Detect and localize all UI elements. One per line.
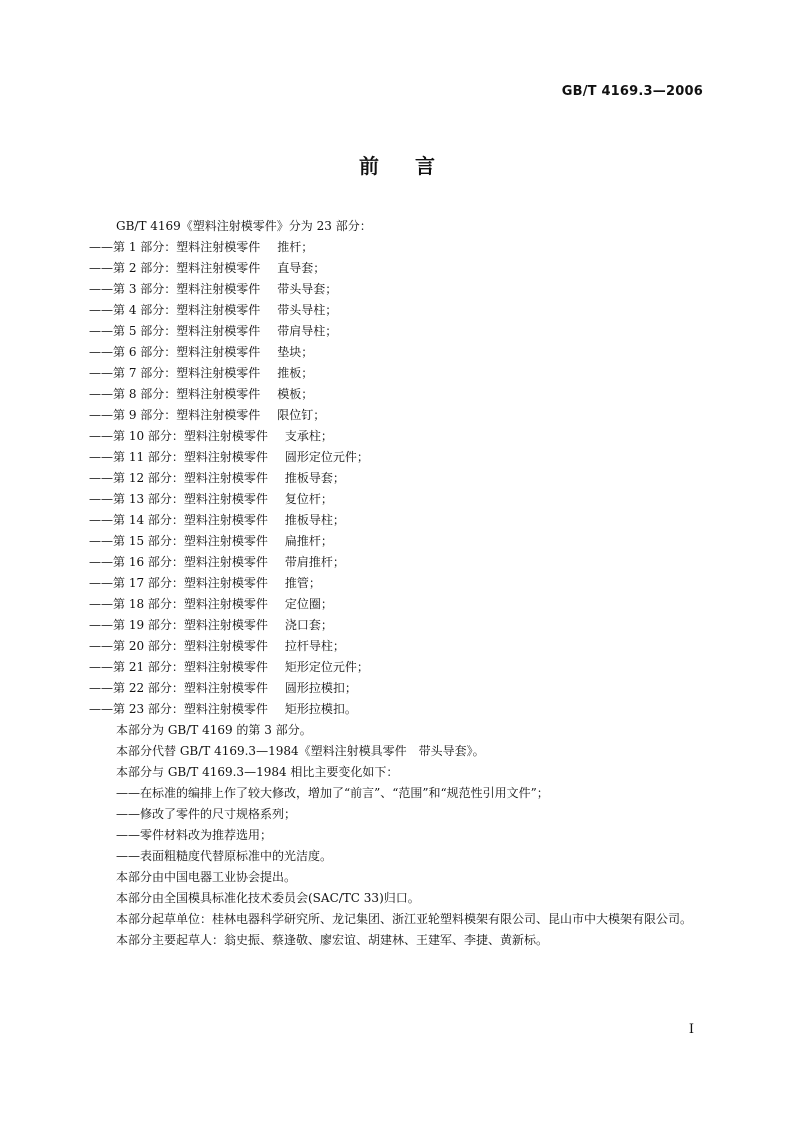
part-name: 推板； xyxy=(277,366,314,380)
part-list-item xyxy=(89,657,703,678)
part-list-item xyxy=(89,237,703,258)
part-list-item xyxy=(89,678,703,699)
part-label: ——第 10 部分：塑料注射模零件 xyxy=(89,429,268,443)
part-name: 支承柱； xyxy=(284,429,333,443)
parts-list xyxy=(89,237,703,720)
part-list-item xyxy=(89,321,703,342)
page-number: I xyxy=(688,1022,694,1037)
part-label: ——第 13 部分：塑料注射模零件 xyxy=(89,492,268,506)
part-name: 推杆； xyxy=(277,240,314,254)
intro-line: GB/T 4169《塑料注射模零件》分为 23 部分： xyxy=(116,219,372,233)
part-label: ——第 17 部分：塑料注射模零件 xyxy=(89,576,268,590)
part-list-item xyxy=(89,615,703,636)
part-list-item xyxy=(89,699,703,720)
part-label: ——第 23 部分：塑料注射模零件 xyxy=(89,702,268,716)
part-list-item xyxy=(89,636,703,657)
part-list-item xyxy=(89,447,703,468)
part-name: 圆形拉模扣； xyxy=(284,681,357,695)
part-list-item xyxy=(89,384,703,405)
change-item: ——在标准的编排上作了较大修改，增加了“前言”、“范围”和“规范性引用文件”； xyxy=(116,786,549,800)
statement-drafters: 本部分主要起草人：翁史振、蔡逢敬、廖宏谊、胡建林、王建军、李捷、黄新标。 xyxy=(116,933,549,947)
statement-part-number: 本部分为 GB/T 4169 的第 3 部分。 xyxy=(116,723,312,737)
statement-drafting-units: 本部分起草单位：桂林电器科学研究所、龙记集团、浙江亚轮塑料模架有限公司、昆山市中大模架有限公司。 xyxy=(116,912,693,926)
part-name: 定位圈； xyxy=(284,597,333,611)
change-item: ——表面粗糙度代替原标准中的光洁度。 xyxy=(116,849,333,863)
part-name: 矩形拉模扣。 xyxy=(284,702,357,716)
part-label: ——第 12 部分：塑料注射模零件 xyxy=(89,471,268,485)
part-label: ——第 6 部分：塑料注射模零件 xyxy=(89,345,261,359)
page-title xyxy=(0,150,794,179)
part-label: ——第 7 部分：塑料注射模零件 xyxy=(89,366,261,380)
part-label: ——第 18 部分：塑料注射模零件 xyxy=(89,597,268,611)
part-label: ——第 4 部分：塑料注射模零件 xyxy=(89,303,261,317)
part-list-item xyxy=(89,552,703,573)
part-name: 扁推杆； xyxy=(284,534,333,548)
part-name: 复位杆； xyxy=(284,492,333,506)
part-label: ——第 1 部分：塑料注射模零件 xyxy=(89,240,261,254)
part-list-item xyxy=(89,258,703,279)
statement-changes-intro: 本部分与 GB/T 4169.3—1984 相比主要变化如下： xyxy=(116,765,399,779)
part-label: ——第 11 部分：塑料注射模零件 xyxy=(89,450,268,464)
part-name: 带头导柱； xyxy=(277,303,338,317)
part-list-item xyxy=(89,468,703,489)
part-name: 带肩导柱； xyxy=(277,324,338,338)
part-name: 带头导套； xyxy=(277,282,338,296)
change-item: ——修改了零件的尺寸规格系列； xyxy=(116,807,297,821)
part-list-item xyxy=(89,279,703,300)
part-name: 拉杆导柱； xyxy=(284,639,345,653)
part-label: ——第 2 部分：塑料注射模零件 xyxy=(89,261,261,275)
part-label: ——第 14 部分：塑料注射模零件 xyxy=(89,513,268,527)
part-name: 直导套； xyxy=(277,261,326,275)
statement-proposer: 本部分由中国电器工业协会提出。 xyxy=(116,870,297,884)
statement-committee: 本部分由全国模具标准化技术委员会(SAC/TC 33)归口。 xyxy=(116,891,420,905)
title-char-2: 言 xyxy=(415,154,435,178)
part-name: 限位钉； xyxy=(277,408,326,422)
part-label: ——第 5 部分：塑料注射模零件 xyxy=(89,324,261,338)
part-list-item xyxy=(89,426,703,447)
part-label: ——第 20 部分：塑料注射模零件 xyxy=(89,639,268,653)
part-list-item xyxy=(89,363,703,384)
statement-replaces: 本部分代替 GB/T 4169.3—1984《塑料注射模具零件 带头导套》。 xyxy=(116,744,485,758)
change-item: ——零件材料改为推荐选用； xyxy=(116,828,273,842)
part-list-item xyxy=(89,405,703,426)
part-name: 推板导柱； xyxy=(284,513,345,527)
part-label: ——第 8 部分：塑料注射模零件 xyxy=(89,387,261,401)
part-list-item xyxy=(89,342,703,363)
part-label: ——第 21 部分：塑料注射模零件 xyxy=(89,660,268,674)
part-name: 浇口套； xyxy=(284,618,333,632)
part-name: 圆形定位元件； xyxy=(284,450,369,464)
part-label: ——第 15 部分：塑料注射模零件 xyxy=(89,534,268,548)
document-body xyxy=(89,216,703,951)
standard-code: GB/T 4169.3—2006 xyxy=(561,84,703,99)
part-name: 矩形定位元件； xyxy=(284,660,369,674)
part-name: 带肩推杆； xyxy=(284,555,345,569)
part-list-item xyxy=(89,300,703,321)
part-label: ——第 3 部分：塑料注射模零件 xyxy=(89,282,261,296)
part-list-item xyxy=(89,594,703,615)
part-list-item xyxy=(89,573,703,594)
title-char-1: 前 xyxy=(359,154,379,178)
part-list-item xyxy=(89,531,703,552)
part-list-item xyxy=(89,510,703,531)
part-label: ——第 19 部分：塑料注射模零件 xyxy=(89,618,268,632)
part-name: 推管； xyxy=(284,576,321,590)
part-label: ——第 9 部分：塑料注射模零件 xyxy=(89,408,261,422)
part-label: ——第 16 部分：塑料注射模零件 xyxy=(89,555,268,569)
part-list-item xyxy=(89,489,703,510)
part-name: 推板导套； xyxy=(284,471,345,485)
part-label: ——第 22 部分：塑料注射模零件 xyxy=(89,681,268,695)
part-name: 模板； xyxy=(277,387,314,401)
part-name: 垫块； xyxy=(277,345,314,359)
